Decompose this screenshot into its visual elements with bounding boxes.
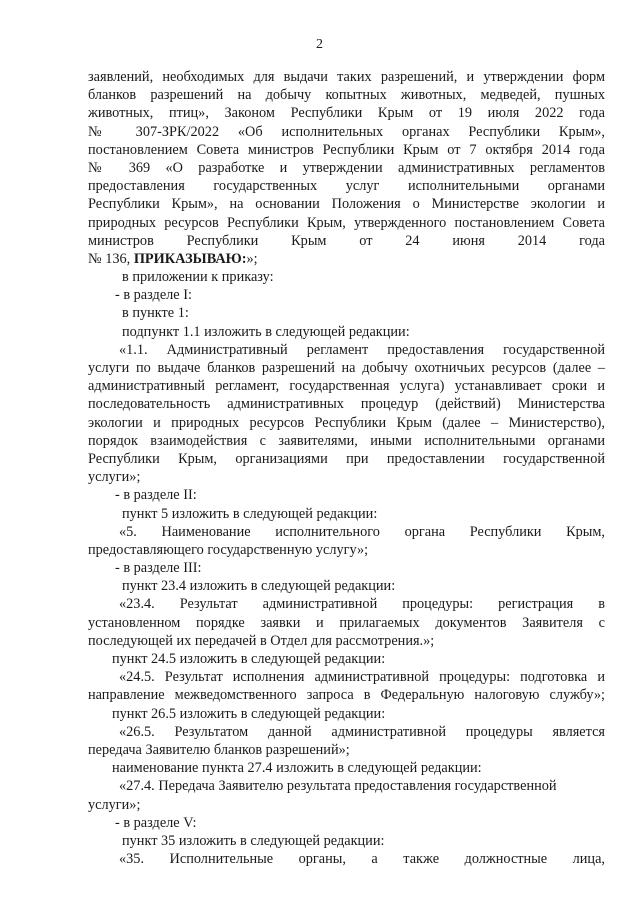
text-line: № 369 «О разработке и утверждении административных регламентов [88,159,605,176]
text-line: Республики Крым, организациями при предоставлении государственной [88,450,605,467]
text-line: предоставляющего государственную услугу»; [88,541,369,558]
text-line: природных ресурсов Республики Крым, утвержденного постановлением Совета [88,214,605,231]
text-line: заявлений, необходимых для выдачи таких разрешений, и утверждении форм [88,69,605,85]
text-line: - в разделе V: [115,814,197,831]
text-line: в приложении к приказу: [122,269,274,286]
text-line: экологии и природных ресурсов Республики Крым (далее – Министерство), [88,414,605,431]
text-line: бланков разрешений на добычу копытных животных, медведей, пушных [88,87,605,104]
order-keyword: ПРИКАЗЫВАЮ: [133,250,247,267]
text-line: Республики Крым», на основании Положения о Министерстве экологии и [88,196,605,213]
text-line: подпункт 1.1 изложить в следующей редакции: [122,323,410,340]
line-tail: »; [246,250,258,267]
text-line: последовательность административных процедур (действий) Министерства [88,396,605,413]
page-number: 2 [316,37,323,52]
text-line: пункт 35 изложить в следующей редакции: [122,832,385,849]
text-line [88,250,605,268]
text-line: животных, птиц», Законом Республики Крым от 19 июля 2022 года [88,105,605,122]
text-line: услуги по выдаче бланков разрешений на добычу охотничьих ресурсов (далее – [88,360,605,376]
text-line: наименование пункта 27.4 изложить в следующей редакции: [112,760,482,777]
text-line: пункт 23.4 изложить в следующей редакции: [122,578,396,595]
text-line: «23.4. Результат административной процедуры: регистрация в [119,596,605,613]
text-line: пункт 24.5 изложить в следующей редакции: [112,651,386,667]
text-line: «5. Наименование исполнительного органа Республики Крым, [119,523,605,540]
text-line: административный регламент, государственная услуга) устанавливает сроки и [88,378,605,395]
text-line: услуги»; [88,796,141,813]
text-line: министров Республики Крым от 24 июня 2014 года [88,232,605,249]
text-line: «35. Исполнительные органы, а также должностные лица, [119,851,605,868]
text-line: «27.4. Передача Заявителю результата предоставления государственной [119,778,557,795]
text-line: постановлением Совета министров Республики Крым от 7 октября 2014 года [88,141,605,158]
text-line: последующей их передачей в Отдел для рассмотрения.»; [88,632,435,649]
text-line: предоставления государственных услуг исполнительными органами [88,178,605,195]
text-line: пункт 26.5 изложить в следующей редакции: [112,705,386,722]
text-line: - в разделе I: [115,287,192,304]
line-text: № 136, [88,250,134,267]
text-line: «26.5. Результатом данной административной процедуры является [119,723,605,740]
text-line: передача Заявителю бланков разрешений»; [88,741,350,758]
text-line: «24.5. Результат исполнения административной процедуры: подготовка и [119,669,605,686]
text-line: пункт 5 изложить в следующей редакции: [122,505,378,522]
text-line: «1.1. Административный регламент предоставления государственной [119,341,605,358]
text-line: направление межведомственного запроса в Федеральную налоговую службу»; [88,687,605,704]
text-line: в пункте 1: [122,305,189,322]
text-line: - в разделе III: [115,560,202,577]
text-line: услуги»; [88,469,141,486]
text-line: порядок взаимодействия с заявителями, иными исполнительными органами [88,432,605,449]
document-body [88,68,605,868]
text-line: - в разделе II: [115,487,197,504]
text-line: № 307-ЗРК/2022 «Об исполнительных органах Республики Крым», [88,123,605,140]
text-line: установленном порядке заявки и прилагаемых документов Заявителя с [88,614,605,631]
